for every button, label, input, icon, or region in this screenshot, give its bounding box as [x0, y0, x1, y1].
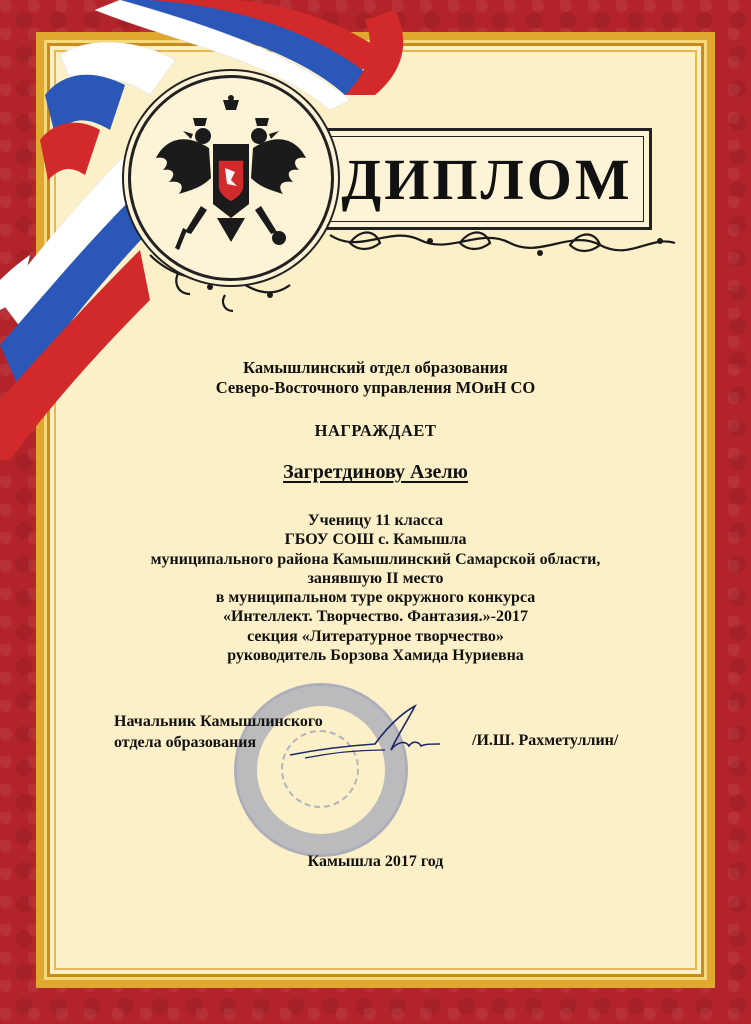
emblem-medallion	[128, 75, 334, 281]
detail-line: секция «Литературное творчество»	[247, 627, 504, 645]
place-year: Камышла 2017 год	[307, 853, 444, 870]
recipient-block	[40, 461, 711, 484]
issuer-block	[40, 358, 711, 398]
issuer-line: Камышлинский отдел образования	[243, 358, 508, 377]
position-line: отдела образования	[114, 734, 257, 751]
signatory-name: /И.Ш. Рахметуллин/	[472, 732, 619, 749]
signatory-position	[114, 711, 323, 753]
award-details	[40, 511, 711, 665]
detail-line: «Интеллект. Творчество. Фантазия.»-2017	[223, 608, 528, 626]
awards-heading: НАГРАЖДАЕТ	[314, 421, 437, 440]
issuer-line: Северо-Восточного управления МОиН СО	[215, 378, 536, 397]
detail-line: ГБОУ СОШ с. Камышла	[284, 531, 467, 549]
title-plate	[322, 128, 652, 230]
detail-line: занявшую II место	[307, 569, 444, 587]
detail-line: руководитель Борзова Хамида Нуриевна	[227, 647, 524, 665]
position-line: Начальник Камышлинского	[114, 713, 323, 730]
diploma-title: ДИПЛОМ	[341, 146, 633, 212]
double-headed-eagle-icon	[131, 78, 331, 278]
detail-line: в муниципальном туре окружного конкурса	[215, 589, 536, 607]
detail-line: Ученицу 11 класса	[307, 512, 444, 529]
recipient-name: Загретдинову Азелю	[283, 461, 468, 483]
detail-line: муниципального района Камышлинский Самарской области,	[150, 550, 601, 568]
